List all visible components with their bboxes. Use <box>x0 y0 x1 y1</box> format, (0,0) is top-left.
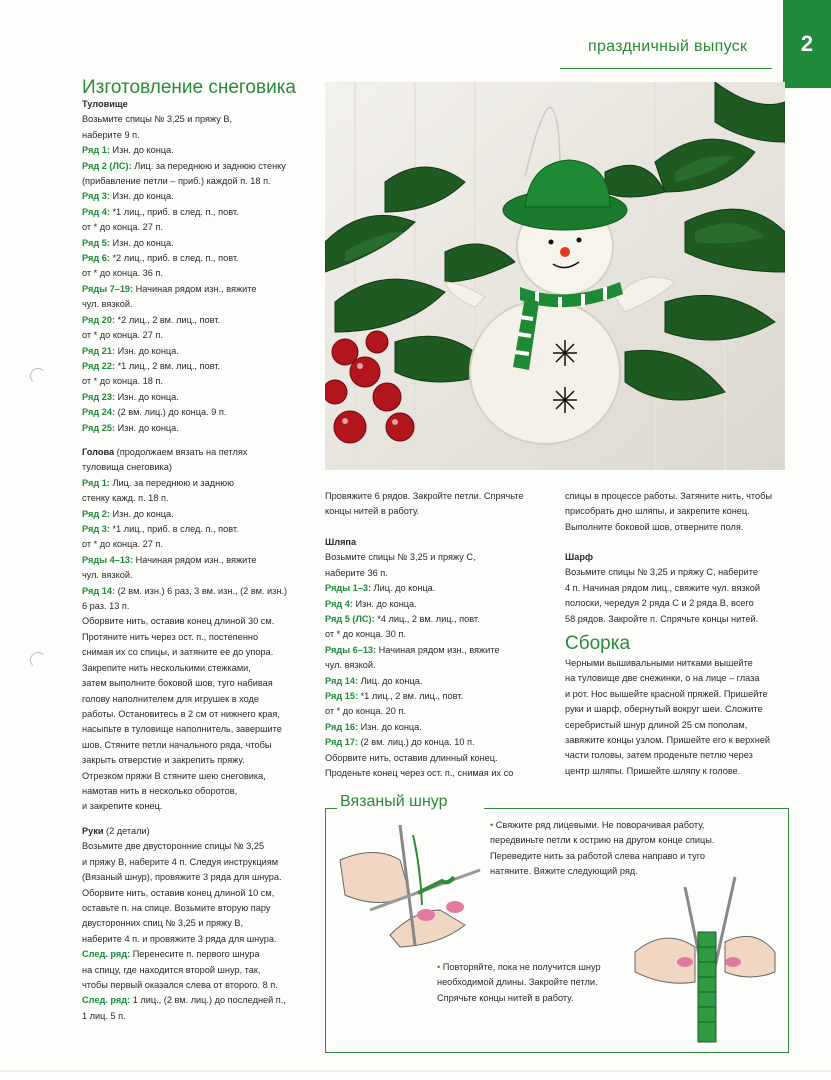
row-label: Ряд 2: <box>82 508 110 519</box>
scarf-lines <box>565 565 785 627</box>
text-line: завяжите концы узлом. Пришейте его к верхней <box>565 735 771 746</box>
row-text: чтобы первый оказался слева от второго. 8 п. <box>82 980 278 991</box>
text-line <box>82 112 322 127</box>
row-text: (2 вм. лиц.) до конца. 10 п. <box>358 737 475 748</box>
row-text: Изн. до конца. <box>358 721 422 732</box>
head-heading: Голова <box>82 447 115 457</box>
row-label: Ряд 4: <box>325 598 353 609</box>
row-label: Ряд 5 (ЛС): <box>325 614 375 625</box>
text-line <box>325 720 555 735</box>
row-label: Ряды 1–3: <box>325 583 371 594</box>
row-label: Ряд 25: <box>82 422 116 433</box>
text-line <box>325 735 555 750</box>
row-text: Отрезком пряжи В стяните шею снеговика, <box>82 770 266 781</box>
row-text: Изн. до конца. <box>109 145 174 156</box>
text-line <box>82 870 322 885</box>
row-text: на спицу, где находится второй шнур, так, <box>82 964 261 975</box>
row-text: насыпьте в туловище наполнитель, завершите <box>82 724 282 735</box>
row-text: и пряжу В, наберите 4 п. Следуя инструкциям <box>82 856 279 867</box>
assembly-section <box>565 656 785 779</box>
hat-heading: Шляпа <box>325 537 357 547</box>
row-text: 1 лиц., (2 вм. лиц.) до последней п., <box>130 995 286 1006</box>
text-line <box>82 947 322 962</box>
text-line <box>82 143 322 158</box>
text-line <box>82 344 322 359</box>
cord-step2 <box>437 960 657 1006</box>
text-line: передвиньте петли к острию на другом конце спицы. <box>490 835 715 846</box>
text-line <box>82 753 322 768</box>
text-line: • Свяжите ряд лицевыми. Не поворачивая работу, <box>490 820 705 830</box>
text-line <box>82 189 322 204</box>
row-label: Ряд 6: <box>82 253 110 264</box>
text-line <box>82 282 322 297</box>
text-line <box>82 901 322 916</box>
row-label: Ряд 16: <box>325 721 359 732</box>
text-line: Черными вышивальными нитками вышейте <box>565 658 753 668</box>
text-line <box>82 978 322 993</box>
row-text: *1 лиц., 2 вм. лиц., повт. <box>115 360 221 371</box>
col2-top <box>325 489 555 520</box>
text-line <box>325 566 555 581</box>
row-text: Начиная рядом изн., вяжите <box>376 644 500 655</box>
page-title: Изготовление снеговика <box>82 77 296 98</box>
text-line <box>325 581 555 596</box>
row-text: от * до конца. 36 п. <box>82 268 163 279</box>
text-line: натяните. Вяжите следующий ряд. <box>490 866 638 877</box>
cord-title: Вязаный шнур <box>340 793 448 810</box>
text-line <box>82 707 322 722</box>
row-label: Ряд 1: <box>82 477 110 488</box>
row-label: Ряд 5: <box>82 237 110 248</box>
text-line <box>82 507 322 522</box>
row-label: Ряд 22: <box>82 360 116 371</box>
row-text: Перенесите п. первого шнура <box>130 949 260 960</box>
text-line <box>82 568 322 583</box>
text-line <box>82 784 322 799</box>
text-line <box>82 390 322 405</box>
text-line: 58 рядов. Закройте п. Спрячьте концы нитей. <box>565 613 759 624</box>
text-line: Выполните боковой шов, отверните поля. <box>565 521 744 532</box>
row-text: затем выполните боковой шов, туго набивая <box>82 678 273 689</box>
arms-note: (2 детали) <box>103 826 150 836</box>
text-line <box>82 374 322 389</box>
row-label: Ряды 6–13: <box>325 644 377 655</box>
row-label: Ряд 24: <box>82 407 116 418</box>
row-label: Ряды 7–19: <box>82 283 134 294</box>
col3-top-lines <box>565 489 785 535</box>
text-line: спицы в процессе работы. Затяните нить, чтобы <box>565 491 772 501</box>
row-text: Проденьте конец через ост. п., снимая их со <box>325 768 514 779</box>
text-line: Возьмите спицы № 3,25 и пряжу С, наберите <box>565 567 758 578</box>
row-label: След. ряд: <box>82 995 131 1006</box>
text-line: концы нитей в работу. <box>325 506 420 517</box>
head-section <box>82 445 322 815</box>
row-text: Закрепите нить несколькими стежками, <box>82 662 251 673</box>
text-line: Спрячьте концы нитей в работу. <box>437 992 574 1003</box>
row-label: Ряд 4: <box>82 206 110 217</box>
row-text: Начиная рядом изн., вяжите <box>133 554 257 565</box>
text-line <box>82 963 322 978</box>
row-text: двусторонних спиц № 3,25 и пряжу В, <box>82 918 244 929</box>
row-text: наберите 36 п. <box>325 567 388 578</box>
bullet-icon: • <box>490 820 496 830</box>
text-line: присобрать дно шляпы, и закрепите конец. <box>565 506 750 517</box>
row-label: Ряд 3: <box>82 191 110 202</box>
row-text: снимая их со спицы, и затяните ее до упора. <box>82 647 274 658</box>
row-label: Ряд 21: <box>82 345 116 356</box>
row-label: Ряд 23: <box>82 391 116 402</box>
row-text: (прибавление петли – приб.) каждой п. 18 п. <box>82 176 271 187</box>
row-text: голову наполнителем для игрушек в ходе <box>82 693 260 704</box>
text-line <box>325 766 555 781</box>
body-section <box>82 97 322 436</box>
text-line <box>82 553 322 568</box>
row-text: *2 лиц., приб. в след. п., повт. <box>109 253 239 264</box>
text-line: полоски, чередуя 2 ряда С и 2 ряда В, всего <box>565 598 754 609</box>
text-line <box>82 328 322 343</box>
row-label: Ряд 17: <box>325 737 359 748</box>
row-text: Изн. до конца. <box>115 345 179 356</box>
text-line: на туловище две снежинки, о на лице – глаза <box>565 673 760 684</box>
text-line <box>82 855 322 870</box>
text-line: руки и шарф, обернутый вокруг шеи. Сложите <box>565 704 763 715</box>
row-label: След. ряд: <box>82 949 131 960</box>
cord-step2-lines <box>437 960 657 1006</box>
text-line: и рот. Нос вышейте красной пряжей. Пришейте <box>565 688 768 699</box>
col2-top-lines <box>325 489 555 520</box>
text-line <box>82 159 322 174</box>
row-text: Изн. до конца. <box>115 422 179 433</box>
text-line <box>82 266 322 281</box>
row-label: Ряды 4–13: <box>82 554 134 565</box>
text-line: 4 п. Начиная рядом лиц., свяжите чул. вязкой <box>565 582 761 593</box>
row-text: от * до конца. 20 п. <box>325 706 406 717</box>
text-line <box>82 676 322 691</box>
row-text: Оборвите нить, оставив конец длиной 10 см, <box>82 887 275 898</box>
text-line <box>325 674 555 689</box>
text-line <box>82 220 322 235</box>
scarf-section <box>565 550 785 627</box>
row-text: *1 лиц., приб. в след. п., повт. <box>109 206 239 217</box>
text-line <box>325 550 555 565</box>
text-line <box>325 658 555 673</box>
text-line <box>325 597 555 612</box>
hole-mark <box>30 368 46 384</box>
row-text: Изн. до конца. <box>352 598 417 609</box>
text-line: Переведите нить за работой слева направо и туго <box>490 850 705 861</box>
text-line <box>82 522 322 537</box>
row-text: Изн. до конца. <box>109 508 174 519</box>
row-text: закрыть отверстие и закрепить пряжу. <box>82 755 245 766</box>
text-line <box>82 769 322 784</box>
row-text: Оборвите нить, оставив конец длиной 30 см. <box>82 616 275 627</box>
text-line <box>82 839 322 854</box>
row-label: Ряд 14: <box>325 675 359 686</box>
text-line <box>82 476 322 491</box>
text-line <box>325 704 555 719</box>
text-line <box>82 584 322 599</box>
row-text: *1 лиц., 2 вм. лиц., повт. <box>358 691 464 702</box>
row-text: Изн. до конца. <box>109 237 174 248</box>
row-text: *1 лиц., приб. в след. п., повт. <box>109 524 239 535</box>
row-text: от * до конца. 18 п. <box>82 376 163 387</box>
row-text: Протяните нить через ост. п., постепенно <box>82 631 259 642</box>
row-text: от * до конца. 27 п. <box>82 222 163 233</box>
row-text: Возьмите две двусторонние спицы № 3,25 <box>82 841 265 852</box>
text-line <box>82 692 322 707</box>
row-text: чул. вязкой. <box>82 299 133 310</box>
row-text: намотав нить в несколько оборотов, <box>82 785 238 796</box>
row-text: Возьмите спицы № 3,25 и пряжу С, <box>325 552 476 563</box>
row-text: оставьте п. на спице. Возьмите вторую пару <box>82 903 271 914</box>
row-text: Лиц. до конца. <box>371 583 436 594</box>
text-line <box>82 599 322 614</box>
text-line: • Повторяйте, пока не получится шнур <box>437 962 601 972</box>
row-text: от * до конца. 27 п. <box>82 539 163 550</box>
row-text: Начиная рядом изн., вяжите <box>133 283 257 294</box>
hole-mark <box>30 652 46 668</box>
row-label: Ряд 2 (ЛС): <box>82 160 132 171</box>
text-line <box>82 405 322 420</box>
text-line <box>325 643 555 658</box>
row-text: чул. вязкой. <box>82 570 133 581</box>
text-line <box>82 932 322 947</box>
row-text: наберите 9 п. <box>82 129 140 140</box>
row-text: от * до конца. 30 п. <box>325 629 406 640</box>
row-text: *4 лиц., 2 вм. лиц., повт. <box>374 614 480 625</box>
arms-heading: Руки <box>82 826 104 836</box>
row-text: Лиц. за переднюю и заднюю <box>109 477 234 488</box>
row-label: Ряд 1: <box>82 145 110 156</box>
text-line <box>82 916 322 931</box>
text-line <box>82 251 322 266</box>
text-line <box>325 612 555 627</box>
cord-illustration-1 <box>330 815 490 950</box>
row-text: от * до конца. 27 п. <box>82 330 163 341</box>
text-line <box>82 313 322 328</box>
text-line: серебристый шнур длиной 25 см пополам, <box>565 719 748 730</box>
row-text: работы. Остановитесь в 2 см от нижнего края, <box>82 708 280 719</box>
row-text: и закрепите конец. <box>82 801 163 812</box>
row-text: Оборвите нить, оставив длинный конец. <box>325 752 498 763</box>
text-line: части головы, затем проденьте петлю через <box>565 750 753 761</box>
text-line <box>82 799 322 814</box>
row-text: (2 вм. изн.) 6 раз, 3 вм. изн., (2 вм. изн.) <box>115 585 288 596</box>
row-text: Изн. до конца. <box>115 391 179 402</box>
page-number: 2 <box>783 0 831 88</box>
text-line <box>82 661 322 676</box>
head-lines <box>82 460 322 814</box>
head-note: (продолжаем вязать на петлях <box>114 447 248 457</box>
text-line <box>325 689 555 704</box>
section-title: праздничный выпуск <box>588 38 748 55</box>
arms-section <box>82 824 322 1024</box>
assembly-lines <box>565 656 785 779</box>
row-label: Ряд 14: <box>82 585 116 596</box>
text-line: Провяжите 6 рядов. Закройте петли. Спрячьте <box>325 491 524 501</box>
row-text: чул. вязкой. <box>325 660 376 671</box>
text-line <box>325 627 555 642</box>
text-line <box>82 993 322 1008</box>
text-line <box>82 1009 322 1024</box>
row-text: туловища снеговика) <box>82 462 172 473</box>
row-text: 1 лиц. 5 п. <box>82 1010 126 1021</box>
text-line <box>82 630 322 645</box>
row-label: Ряд 3: <box>82 524 110 535</box>
text-line: необходимой длины. Закройте петли. <box>437 977 598 988</box>
cord-illustration-2 <box>630 872 780 1047</box>
text-line <box>82 421 322 436</box>
row-text: Изн. до конца. <box>109 191 174 202</box>
row-text: 6 раз. 13 п. <box>82 601 130 612</box>
text-line <box>82 174 322 189</box>
text-line <box>82 537 322 552</box>
text-line <box>82 491 322 506</box>
cord-step1-lines <box>490 818 790 880</box>
row-text: Возьмите спицы № 3,25 и пряжу В, <box>82 114 233 125</box>
row-label: Ряд 20: <box>82 314 116 325</box>
header-rule <box>560 68 772 69</box>
row-text: стенку кажд. п. 18 п. <box>82 493 169 504</box>
hat-lines <box>325 550 555 781</box>
bottom-rule <box>0 1070 831 1072</box>
bullet-icon: • <box>437 962 443 972</box>
row-text: (Вязаный шнур), провяжите 3 ряда для шнура. <box>82 872 282 883</box>
row-text: Лиц. до конца. <box>358 675 423 686</box>
row-text: шов. Стяните петли начального ряда, чтобы <box>82 739 272 750</box>
row-label: Ряд 15: <box>325 691 359 702</box>
text-line <box>82 886 322 901</box>
snowman-photo <box>325 82 785 470</box>
hat-section <box>325 535 555 782</box>
text-line <box>82 128 322 143</box>
row-text: Лиц. за переднюю и заднюю стенку <box>131 160 286 171</box>
text-line <box>82 614 322 629</box>
text-line <box>82 236 322 251</box>
text-line <box>82 738 322 753</box>
col3-top <box>565 489 785 535</box>
text-line <box>325 751 555 766</box>
assembly-title: Сборка <box>565 633 631 654</box>
body-heading: Туловище <box>82 99 128 109</box>
row-text: *2 лиц., 2 вм. лиц., повт. <box>115 314 221 325</box>
row-text: (2 вм. лиц.) до конца. 9 п. <box>115 407 227 418</box>
text-line <box>82 359 322 374</box>
text-line <box>82 297 322 312</box>
text-line <box>82 460 322 475</box>
text-line <box>82 645 322 660</box>
text-line <box>82 205 322 220</box>
cord-step1 <box>490 818 790 880</box>
body-lines <box>82 112 322 436</box>
row-text: наберите 4 п. и провяжите 3 ряда для шнура. <box>82 933 277 944</box>
text-line <box>82 722 322 737</box>
scarf-heading: Шарф <box>565 552 593 562</box>
arms-lines <box>82 839 322 1024</box>
text-line: центр шляпы. Пришейте шляпу к голове. <box>565 765 741 776</box>
